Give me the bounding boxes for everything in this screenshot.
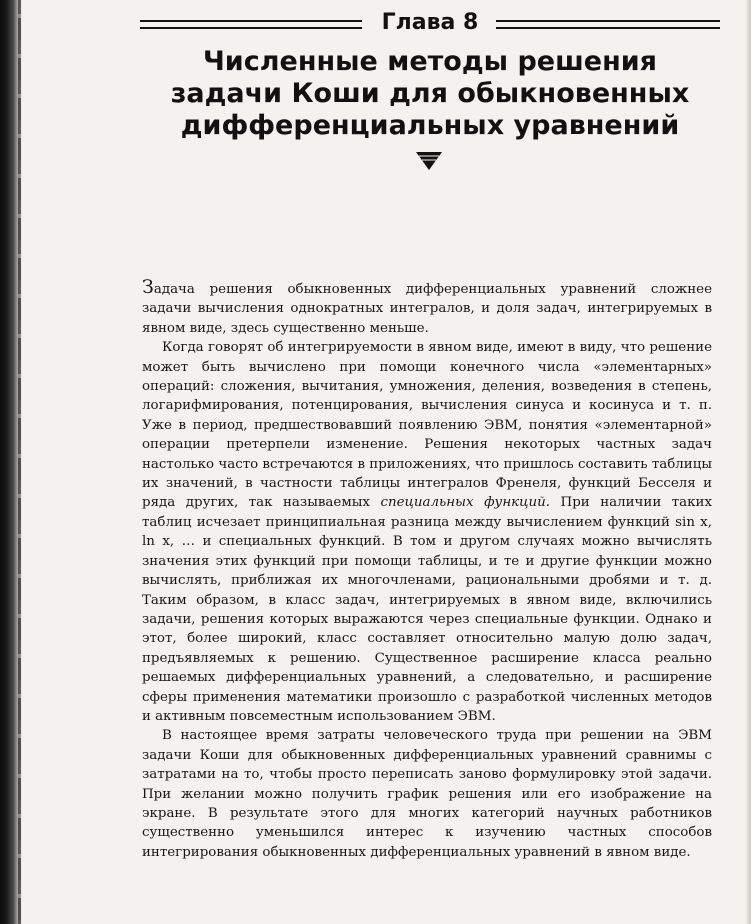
- triangle-ornament-icon: [416, 152, 442, 170]
- paragraph-2: [142, 338, 712, 726]
- paragraph-2-italic-term: специальных функций.: [380, 495, 550, 511]
- chapter-title-line-3: дифференциальных уравнений: [180, 110, 680, 141]
- chapter-title-line-2: задачи Коши для обыкновенных: [170, 78, 690, 109]
- paragraph-3-text: В настоящее время затраты человеческого труда при решении на ЭВМ задачи Коши для обыкновенных дифференциальных уравнений сравнимы с затратами на то, чтобы просто переписать заново формулировку этой задачи. При желании можно получить график решения или его изображение на экране. В результате этого для многих категорий научных работников существенно уменьшился интерес к изучению частных способов интегрирования обыкновенных дифференциальных уравнений в явном виде.: [142, 728, 712, 860]
- chapter-header: [140, 8, 720, 40]
- scan-page-edge: [745, 0, 751, 924]
- paragraph-1: [142, 278, 712, 338]
- body-text: [142, 278, 712, 862]
- paragraph-2-text-b: При наличии таких таблиц исчезает принципиальная разница между вычислением функций sin x, ln x, … и специальных функций. В том и другом случаях можно вычислять значения этих функций при помощи таблицы, и те и другие функции можно вычислять, приближая их многочленами, рациональными дробями и т. д. Таким образом, в класс задач, интегрируемых в явном виде, включились задачи, решения которых выражаются через специальные функции. Однако и этот, более широкий, класс составляет относительно малую долю задач, предъявляемых к решению. Существенное расширение класса реально решаемых дифференциальных уравнений, а следовательно, и расширение сферы применения математики произошло с разработкой численных методов и активным повсеместным использованием ЭВМ.: [142, 495, 713, 724]
- paragraph-1-text: адача решения обыкновенных дифференциальных уравнений сложнее задачи вычисления однократных интегралов, и доля задач, интегрируемых в явном виде, здесь существенно меньше.: [142, 282, 712, 336]
- drop-cap: З: [142, 276, 154, 298]
- paragraph-3: [142, 726, 712, 862]
- chapter-title-line-1: Численные методы решения: [202, 46, 657, 77]
- chapter-rule-right: [496, 20, 720, 29]
- chapter-rule-left: [140, 20, 362, 29]
- chapter-label: Глава 8: [381, 10, 479, 35]
- chapter-title: [150, 46, 710, 142]
- paragraph-2-text-a: Когда говорят об интегрируемости в явном виде, имеют в виду, что решение может быть вычислено при помощи конечного числа «элементарных» операций: сложения, вычитания, умножения, деления, возведения в степень, логарифмирования, потенцирования, вычисления синуса и косинуса и т. п. Уже в период, предшествовавший появлению ЭВМ, понятия «элементарной» операции претерпели изменение. Решения некоторых частных задач настолько часто встречаются в приложениях, что пришлось составить таблицы их значений, в частности таблицы интегралов Френеля, функций Бесселя и ряда других, так называемых: [142, 340, 712, 511]
- scan-binding-shadow: [18, 0, 21, 924]
